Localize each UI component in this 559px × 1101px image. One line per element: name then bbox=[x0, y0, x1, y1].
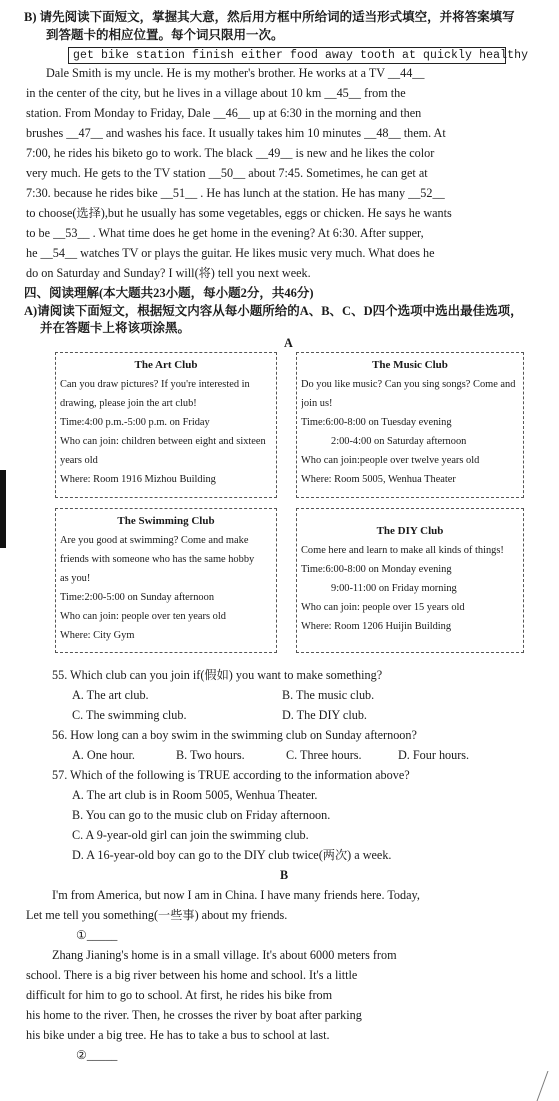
option-55-b[interactable]: B. The music club. bbox=[282, 688, 375, 702]
swimming-club-row: Who can join: people over ten years old bbox=[60, 611, 226, 622]
swimming-club-row: Time:2:00-5:00 on Sunday afternoon bbox=[60, 592, 215, 603]
section-b-instruction-line1: B) 请先阅读下面短文，掌握其大意，然后用方框中所给词的适当形式填空，并将答案填写 bbox=[24, 10, 515, 24]
music-club-row: 2:00-4:00 on Saturday afternoon bbox=[331, 436, 467, 447]
music-club-row: join us! bbox=[301, 398, 333, 409]
swimming-club-row: Where: City Gym bbox=[60, 630, 135, 641]
section-a-instruction-line2: 并在答题卡上将该项涂黑。 bbox=[40, 321, 191, 335]
section-b-instruction-line2: 到答题卡的相应位置。每个词只限用一次。 bbox=[46, 28, 284, 42]
passage-line: do on Saturday and Sunday? I will(将) tell you next week. bbox=[26, 266, 311, 280]
reading-line: I'm from America, but now I am in China. I have many friends here. Today, bbox=[52, 888, 420, 902]
word-box: get bike station finish either food away tooth at quickly healthy bbox=[68, 47, 506, 64]
music-club-row: Time:6:00-8:00 on Tuesday evening bbox=[301, 417, 452, 428]
swimming-club-row: Are you good at swimming? Come and make bbox=[60, 535, 249, 546]
option-55-a[interactable]: A. The art club. bbox=[72, 688, 149, 702]
passage-line: 7:30. because he rides bike __51__ . He has lunch at the station. He has many __52__ bbox=[26, 186, 445, 200]
music-club-title: The Music Club bbox=[372, 359, 448, 371]
diy-club-row: Where: Room 1206 Huijin Building bbox=[301, 621, 452, 632]
swimming-club-row: as you! bbox=[60, 573, 91, 584]
diy-club-row: Time:6:00-8:00 on Monday evening bbox=[301, 564, 452, 575]
diy-club-box bbox=[296, 508, 524, 653]
question-55: 55. Which club can you join if(假如) you want to make something? bbox=[52, 668, 383, 682]
passage-line: station. From Monday to Friday, Dale __46__ up at 6:30 in the morning and then bbox=[26, 106, 422, 120]
passage-line: 7:00, he rides his biketo go to work. The black __49__ is new and he likes the color bbox=[26, 146, 435, 160]
option-56-b[interactable]: B. Two hours. bbox=[176, 748, 245, 762]
music-club-row: Where: Room 5005, Wenhua Theater bbox=[301, 474, 456, 485]
diy-club-row: Who can join: people over 15 years old bbox=[301, 602, 465, 613]
passage-line: very much. He gets to the TV station __50__ about 7:45. Sometimes, he can get at bbox=[26, 166, 428, 180]
passage-b-label: B bbox=[280, 868, 289, 882]
art-club-row: Can you draw pictures? If you're interested in bbox=[60, 379, 250, 390]
swimming-club-title: The Swimming Club bbox=[117, 515, 215, 527]
diy-club-row: Come here and learn to make all kinds of things! bbox=[301, 545, 504, 556]
diy-club-row: 9:00-11:00 on Friday morning bbox=[331, 583, 457, 594]
reading-blank-2: ②_____ bbox=[76, 1048, 118, 1062]
art-club-row: drawing, please join the art club! bbox=[60, 398, 197, 409]
section-a-instruction-line1: A)请阅读下面短文，根据短文内容从每小题所给的A、B、C、D四个选项中选出最佳选项， bbox=[24, 304, 523, 318]
option-55-d[interactable]: D. The DIY club. bbox=[282, 708, 367, 722]
passage-line: to be __53__ . What time does he get home in the evening? At 6:30. After supper, bbox=[26, 226, 424, 240]
music-club-box bbox=[296, 352, 524, 498]
swimming-club-row: friends with someone who has the same hobby bbox=[60, 554, 255, 565]
passage-line: he __54__ watches TV or plays the guitar. He likes music very much. What does he bbox=[26, 246, 435, 260]
reading-line: his home to the river. Then, he crosses the river by boat after parking bbox=[26, 1008, 362, 1022]
reading-line: Zhang Jianing's home is in a small village. It's about 6000 meters from bbox=[52, 948, 397, 962]
music-club-row: Do you like music? Can you sing songs? Come and bbox=[301, 379, 516, 390]
art-club-row: Time:4:00 p.m.-5:00 p.m. on Friday bbox=[60, 417, 210, 428]
section-four-title: 四、阅读理解(本大题共23小题，每小题2分，共46分) bbox=[24, 286, 314, 300]
option-57-a[interactable]: A. The art club is in Room 5005, Wenhua Theater. bbox=[72, 788, 318, 802]
option-57-b[interactable]: B. You can go to the music club on Friday afternoon. bbox=[72, 808, 331, 822]
passage-line: brushes __47__ and washes his face. It usually takes him 10 minutes __48__ them. At bbox=[26, 126, 446, 140]
art-club-title: The Art Club bbox=[134, 359, 198, 371]
passage-line: to choose(选择),but he usually has some vegetables, eggs or chicken. He says he wants bbox=[26, 206, 452, 220]
art-club-row: Who can join: children between eight and sixteen bbox=[60, 436, 266, 447]
page-corner-mark bbox=[537, 1071, 559, 1101]
option-56-a[interactable]: A. One hour. bbox=[72, 748, 135, 762]
question-57: 57. Which of the following is TRUE according to the information above? bbox=[52, 768, 410, 782]
option-56-c[interactable]: C. Three hours. bbox=[286, 748, 362, 762]
option-57-c[interactable]: C. A 9-year-old girl can join the swimming club. bbox=[72, 828, 309, 842]
option-57-d[interactable]: D. A 16-year-old boy can go to the DIY club twice(两次) a week. bbox=[72, 848, 392, 862]
art-club-row: years old bbox=[60, 455, 98, 466]
art-club-row: Where: Room 1916 Mizhou Building bbox=[60, 474, 216, 485]
reading-line: Let me tell you something(一些事) about my friends. bbox=[26, 908, 288, 922]
margin-bar bbox=[0, 470, 6, 548]
music-club-row: Who can join:people over twelve years old bbox=[301, 455, 480, 466]
reading-line: difficult for him to go to school. At first, he rides his bike from bbox=[26, 988, 333, 1002]
reading-blank-1: ①_____ bbox=[76, 928, 118, 942]
question-56: 56. How long can a boy swim in the swimming club on Sunday afternoon? bbox=[52, 728, 417, 742]
swimming-club-box bbox=[55, 508, 277, 653]
art-club-box bbox=[55, 352, 277, 498]
passage-a-label: A bbox=[284, 336, 293, 350]
option-55-c[interactable]: C. The swimming club. bbox=[72, 708, 187, 722]
passage-line: Dale Smith is my uncle. He is my mother's brother. He works at a TV __44__ bbox=[46, 66, 425, 80]
diy-club-title: The DIY Club bbox=[376, 525, 444, 537]
reading-line: school. There is a big river between his home and school. It's a little bbox=[26, 968, 358, 982]
option-56-d[interactable]: D. Four hours. bbox=[398, 748, 470, 762]
reading-line: his bike under a big tree. He has to take a bus to school at last. bbox=[26, 1028, 330, 1042]
passage-line: in the center of the city, but he lives in a village about 10 km __45__ from the bbox=[26, 86, 406, 100]
